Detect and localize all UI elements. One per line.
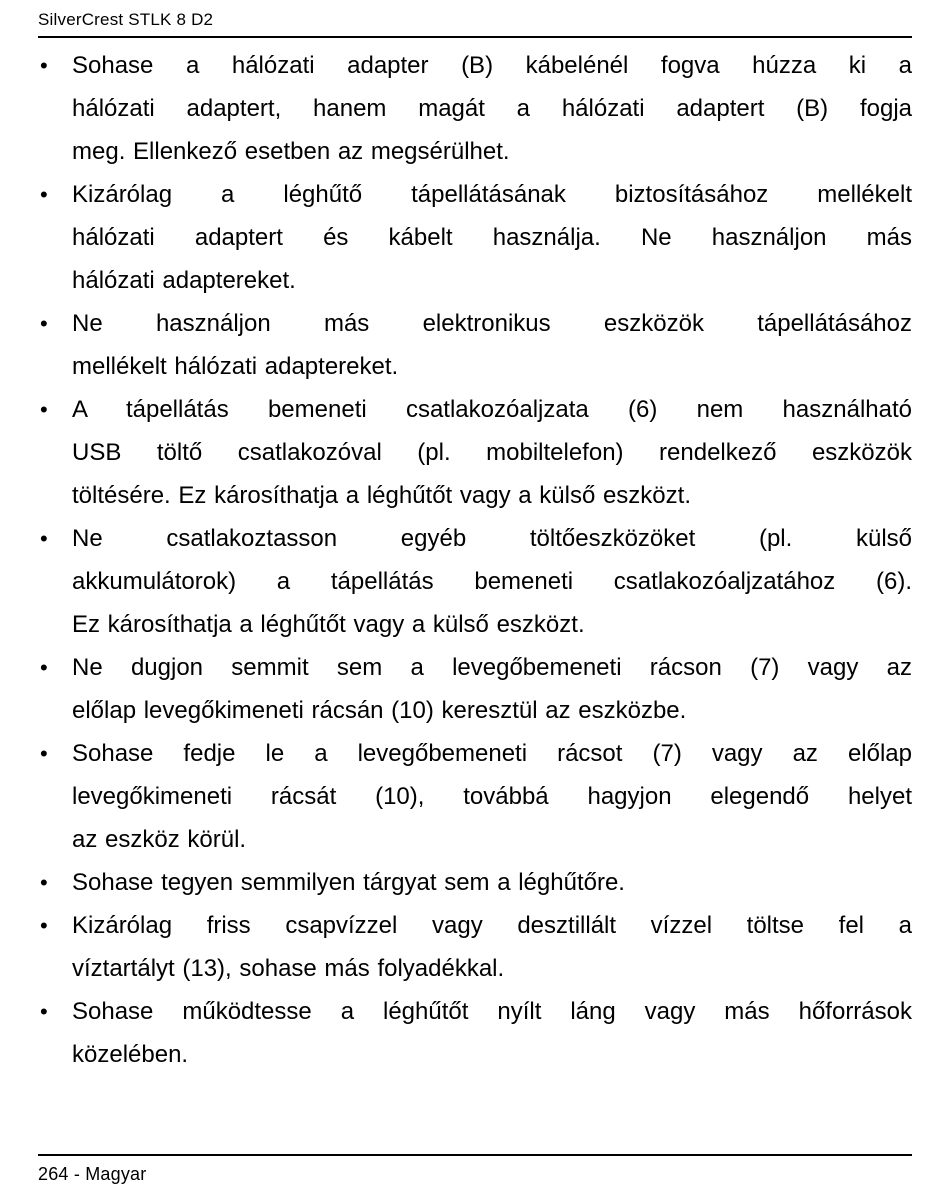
safety-instructions-list [38,44,912,1076]
bullet-marker: • [40,526,48,551]
list-item-text [72,517,912,646]
bullet-line: Kizárólag a léghűtő tápellátásának biztosításához mellékelt [72,181,912,208]
list-item-text [72,861,912,904]
list-item-text [72,44,912,173]
bullet-marker: • [40,311,48,336]
bullet-line: hálózati adaptert és kábelt használja. Ne használjon más [72,224,912,251]
list-item [38,904,912,990]
bullet-marker: • [40,182,48,207]
bullet-line: mellékelt hálózati adaptereket. [72,353,399,380]
list-item [38,517,912,646]
page-footer [38,1154,912,1185]
bullet-line: levegőkimeneti rácsát (10), továbbá hagyjon elegendő helyet [72,783,912,810]
document-title: SilverCrest STLK 8 D2 [38,10,214,29]
list-item [38,990,912,1076]
list-item-text [72,302,912,388]
bullet-line: Sohase működtesse a léghűtőt nyílt láng vagy más hőforrások [72,998,912,1025]
bullet-line: az eszköz körül. [72,826,247,853]
bullet-marker: • [40,741,48,766]
list-item [38,646,912,732]
list-item [38,388,912,517]
bullet-marker: • [40,870,48,895]
bullet-line: Sohase fedje le a levegőbemeneti rácsot (7) vagy az előlap [72,740,912,767]
list-item [38,302,912,388]
bullet-line: A tápellátás bemeneti csatlakozóaljzata (6) nem használható [72,396,912,423]
list-item-text [72,646,912,732]
bullet-line: közelében. [72,1041,189,1068]
bullet-line: hálózati adaptereket. [72,267,296,294]
bullet-line: Ez károsíthatja a léghűtőt vagy a külső eszközt. [72,611,585,638]
page-header [38,0,912,38]
bullet-marker: • [40,913,48,938]
list-item-text [72,732,912,861]
bullet-line: töltésére. Ez károsíthatja a léghűtőt vagy a külső eszközt. [72,482,691,509]
bullet-marker: • [40,655,48,680]
bullet-line: meg. Ellenkező esetben az megsérülhet. [72,138,510,165]
list-item-text [72,990,912,1076]
bullet-line: Sohase a hálózati adapter (B) kábelénél fogva húzza ki a [72,52,912,79]
list-item-text [72,904,912,990]
bullet-line: Kizárólag friss csapvízzel vagy desztillált vízzel töltse fel a [72,912,912,939]
bullet-line: Ne használjon más elektronikus eszközök tápellátásához [72,310,912,337]
bullet-line: akkumulátorok) a tápellátás bemeneti csatlakozóaljzatához (6). [72,568,912,595]
list-item [38,173,912,302]
bullet-line: Ne dugjon semmit sem a levegőbemeneti rácson (7) vagy az [72,654,912,681]
bullet-line: Ne csatlakoztasson egyéb töltőeszközöket (pl. külső [72,525,912,552]
bullet-marker: • [40,397,48,422]
list-item [38,861,912,904]
list-item [38,44,912,173]
list-item [38,732,912,861]
bullet-line: Sohase tegyen semmilyen tárgyat sem a léghűtőre. [72,869,625,896]
list-item-text [72,388,912,517]
bullet-line: előlap levegőkimeneti rácsán (10) keresztül az eszközbe. [72,697,687,724]
page-number-label: 264 - Magyar [38,1164,147,1184]
bullet-marker: • [40,53,48,78]
bullet-marker: • [40,999,48,1024]
list-item-text [72,173,912,302]
bullet-line: hálózati adaptert, hanem magát a hálózati adaptert (B) fogja [72,95,912,122]
bullet-line: víztartályt (13), sohase más folyadékkal. [72,955,505,982]
bullet-line: USB töltő csatlakozóval (pl. mobiltelefon) rendelkező eszközök [72,439,912,466]
